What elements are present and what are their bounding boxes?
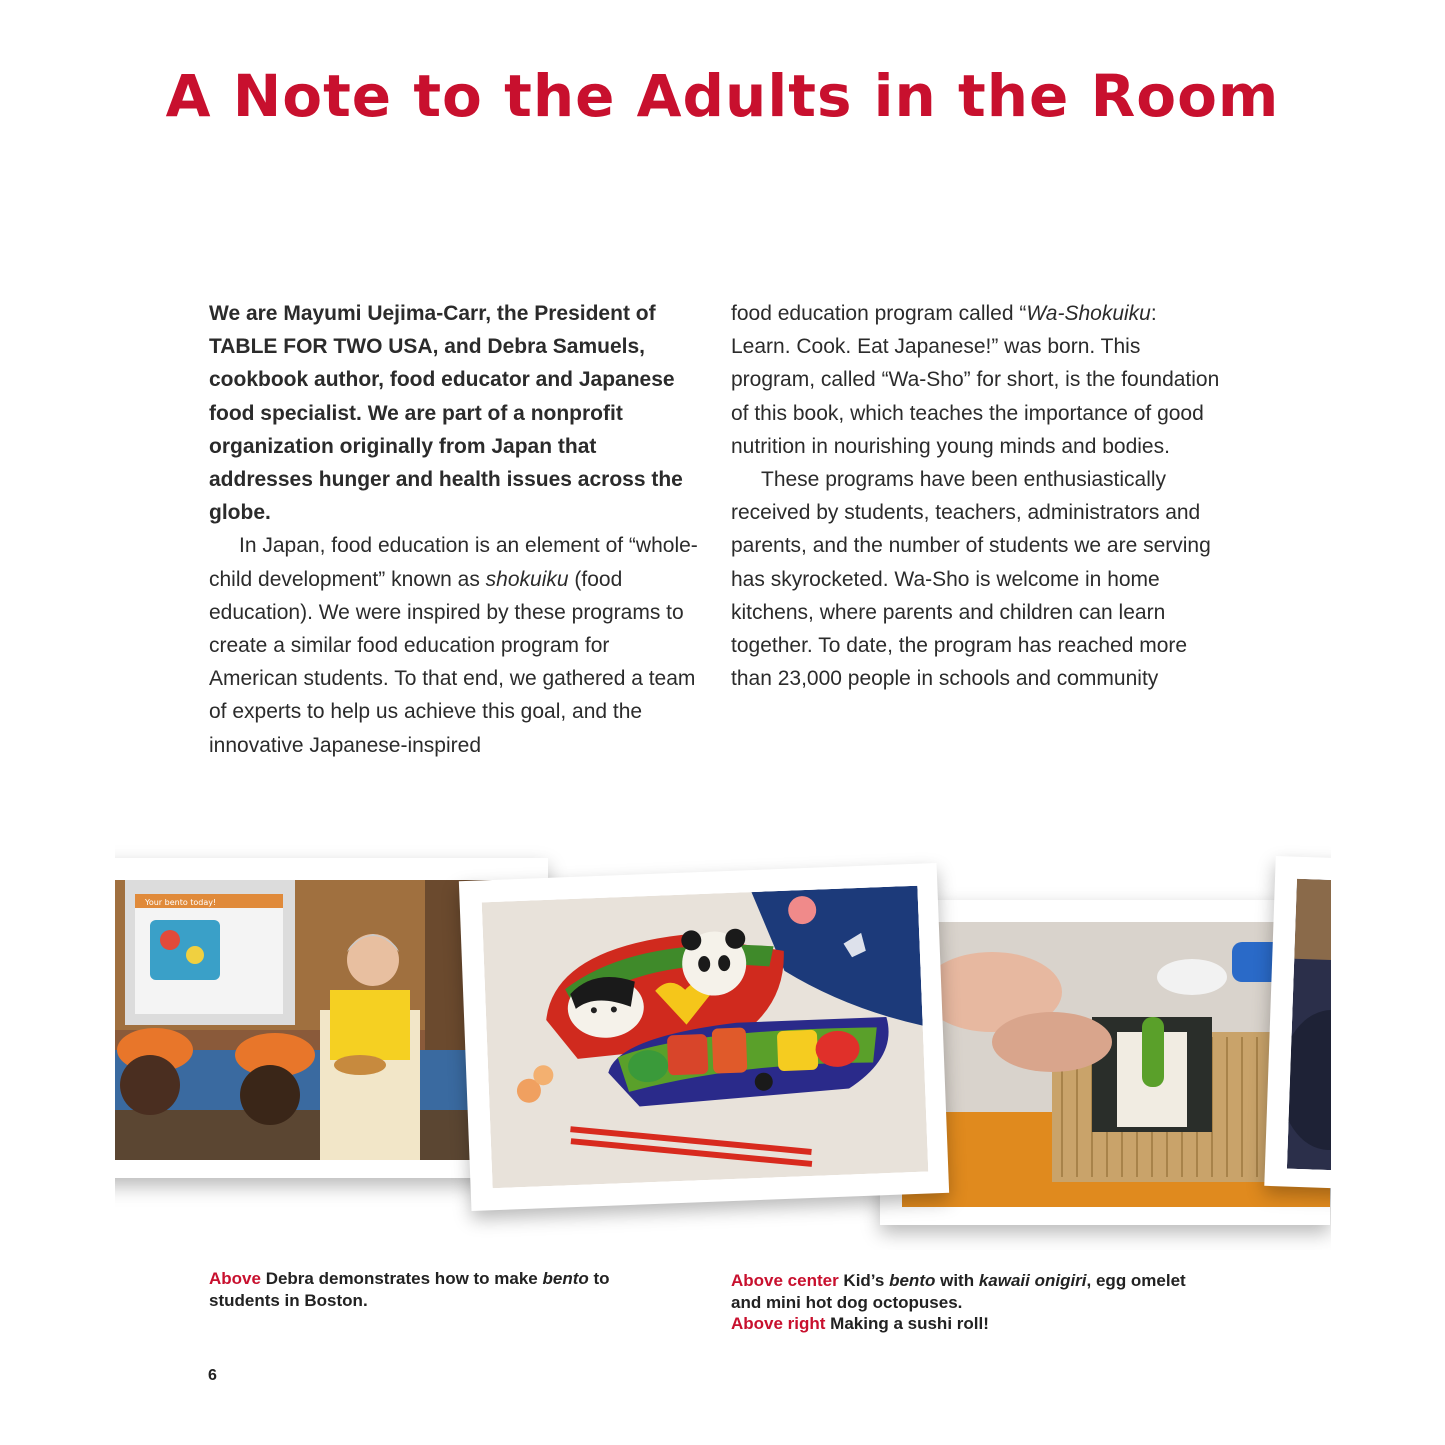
partial-photo-illustration xyxy=(1287,879,1331,1172)
caption-text: Making a sushi roll! xyxy=(825,1314,989,1333)
bento-photo xyxy=(459,863,949,1211)
washo-paragraph xyxy=(731,297,1221,463)
text-run: : Learn. Cook. Eat Japanese!” was born. This program, called “Wa-Sho” for short, is the foundation of this book, which teaches the importance of good nutrition in nourishing young minds and bodies. xyxy=(731,302,1220,458)
text-run: food education program called “ xyxy=(731,302,1027,325)
caption-text: Debra demonstrates how to make xyxy=(260,1269,543,1288)
right-text-column xyxy=(731,297,1221,695)
caption-text: Kid’s xyxy=(838,1271,890,1290)
emphasis-term: shokuiku xyxy=(485,567,569,591)
caption-emphasis: kawaii onigiri xyxy=(978,1271,1087,1290)
caption-left xyxy=(209,1268,679,1311)
text-run: In Japan, food education is an element of “whole-child development” known as xyxy=(209,534,698,591)
caption-text: with xyxy=(935,1271,979,1290)
programs-paragraph: These programs have been enthusiastically received by students, teachers, administrators and parents, and the number of students we are serving has skyrocketed. Wa-Sho is welcome in home kitchens, where parents and children can learn together. To date, the program has reached more than 23,000 people in schools and community xyxy=(731,468,1211,691)
emphasis-term: Wa-Shokuiku xyxy=(1026,302,1151,325)
text-run: (food education). We were inspired by these programs to create a similar food education program for American students. To that end, we gathered a team of experts to help us achieve this goal, and the innovative Japanese-inspired xyxy=(209,567,696,757)
left-text-column xyxy=(209,297,699,762)
page-title: A Note to the Adults in the Room xyxy=(165,62,1280,130)
caption-emphasis: bento xyxy=(542,1269,589,1288)
caption-label: Above center xyxy=(731,1271,839,1290)
caption-text: , egg omelet and mini hot dog octopuses. xyxy=(731,1271,1186,1312)
intro-paragraph: We are Mayumi Uejima-Carr, the President of TABLE FOR TWO USA, and Debra Samuels, cookbook author, food educator and Japanese food specialist. We are part of a nonprofit organization originally from Japan that addresses hunger and health issues across the globe. xyxy=(209,302,683,525)
caption-emphasis: bento xyxy=(889,1271,936,1290)
photo-strip xyxy=(115,830,1331,1250)
page-number: 6 xyxy=(208,1367,217,1384)
caption-label: Above right xyxy=(731,1314,826,1333)
caption-right xyxy=(731,1270,1201,1335)
shokuiku-paragraph xyxy=(209,529,699,761)
slide-heading: Your bento today! xyxy=(145,898,217,907)
bento-illustration xyxy=(482,886,929,1189)
caption-label: Above xyxy=(209,1269,261,1288)
caption-text: to students in Boston. xyxy=(209,1269,610,1310)
partial-right-photo xyxy=(1264,856,1331,1190)
